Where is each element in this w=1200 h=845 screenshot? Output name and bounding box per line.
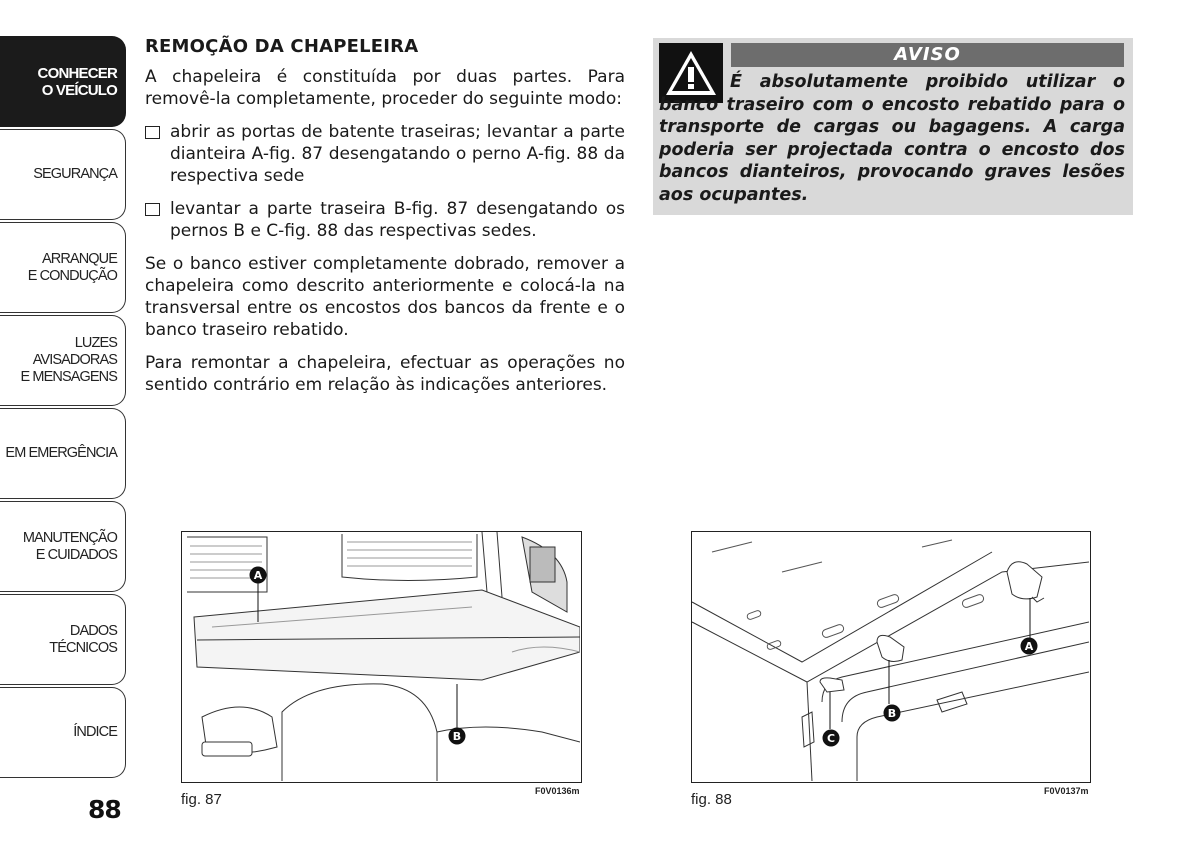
figure-88-illustration xyxy=(691,531,1091,783)
main-text-column xyxy=(145,36,625,407)
figure-87-caption: fig. 87 xyxy=(181,791,222,808)
paragraph-folded-seat: Se o banco estiver completamente dobrado, remover a chapeleira como descrito anteriormente e colocá-la na transversal entre os encostos dos bancos da frente e o banco traseiro rebatido. xyxy=(145,254,625,340)
callout-b xyxy=(448,727,466,745)
figure-88-code: F0V0137m xyxy=(1044,786,1089,796)
svg-text:A: A xyxy=(253,569,263,582)
tab-label: EM EMERGÊNCIA xyxy=(5,445,117,461)
tab-luzes-avisadoras[interactable] xyxy=(0,315,126,406)
svg-text:A: A xyxy=(1024,640,1034,653)
list-item-text: abrir as portas de batente traseiras; levantar a parte dianteira A-fig. 87 desengatando o perno A-fig. 88 da respectiva sede xyxy=(170,122,625,186)
callout-c xyxy=(822,729,840,747)
tab-label: LUZES AVISADORAS E MENSAGENS xyxy=(20,335,117,385)
callout-a xyxy=(1020,637,1038,655)
intro-paragraph: A chapeleira é constituída por duas partes. Para removê-la completamente, proceder do seguinte modo: xyxy=(145,67,625,109)
tab-label: SEGURANÇA xyxy=(33,166,117,182)
callout-b xyxy=(883,704,901,722)
figure-87-code: F0V0136m xyxy=(535,786,580,796)
list-item xyxy=(145,198,625,242)
tab-manutencao-e-cuidados[interactable] xyxy=(0,501,126,592)
svg-text:B: B xyxy=(887,707,897,720)
figure-88-caption: fig. 88 xyxy=(691,791,732,808)
tab-indice[interactable] xyxy=(0,687,126,778)
tab-seguranca[interactable] xyxy=(0,129,126,220)
section-title: REMOÇÃO DA CHAPELEIRA xyxy=(145,36,419,57)
list-item-text: levantar a parte traseira B-fig. 87 desengatando os pernos B e C-fig. 88 das respectivas sedes. xyxy=(170,199,625,241)
tab-label: ARRANQUE E CONDUÇÃO xyxy=(27,250,117,284)
tab-dados-tecnicos[interactable] xyxy=(0,594,126,685)
paragraph-reassembly: Para remontar a chapeleira, efectuar as operações no sentido contrário em relação às indicações anteriores. xyxy=(145,353,625,395)
warning-title: AVISO xyxy=(731,43,1124,67)
warning-text: É absolutamente proibido utilizar o banco traseiro com o encosto rebatido para o transporte de cargas ou bagagens. A carga poderia ser projectada contra o encosto dos bancos dianteiros, provocando graves lesões aos ocupantes. xyxy=(659,72,1125,205)
page-number: 88 xyxy=(88,795,121,824)
tab-label: CONHECER O VEÍCULO xyxy=(37,64,117,99)
tab-em-emergencia[interactable] xyxy=(0,408,126,499)
checkbox-bullet-icon xyxy=(145,203,160,216)
tab-arranque-e-conducao[interactable] xyxy=(0,222,126,313)
svg-text:B: B xyxy=(452,730,462,743)
svg-text:C: C xyxy=(826,732,836,745)
figure-87-illustration xyxy=(181,531,582,783)
list-item xyxy=(145,121,625,187)
tab-label: ÍNDICE xyxy=(73,724,117,740)
tab-label: DADOS TÉCNICOS xyxy=(49,622,117,656)
tab-label: MANUTENÇÃO E CUIDADOS xyxy=(22,529,117,563)
callout-a xyxy=(249,566,267,584)
checkbox-bullet-icon xyxy=(145,126,160,139)
tab-conhecer-o-veiculo[interactable] xyxy=(0,36,126,127)
warning-box xyxy=(653,38,1133,215)
